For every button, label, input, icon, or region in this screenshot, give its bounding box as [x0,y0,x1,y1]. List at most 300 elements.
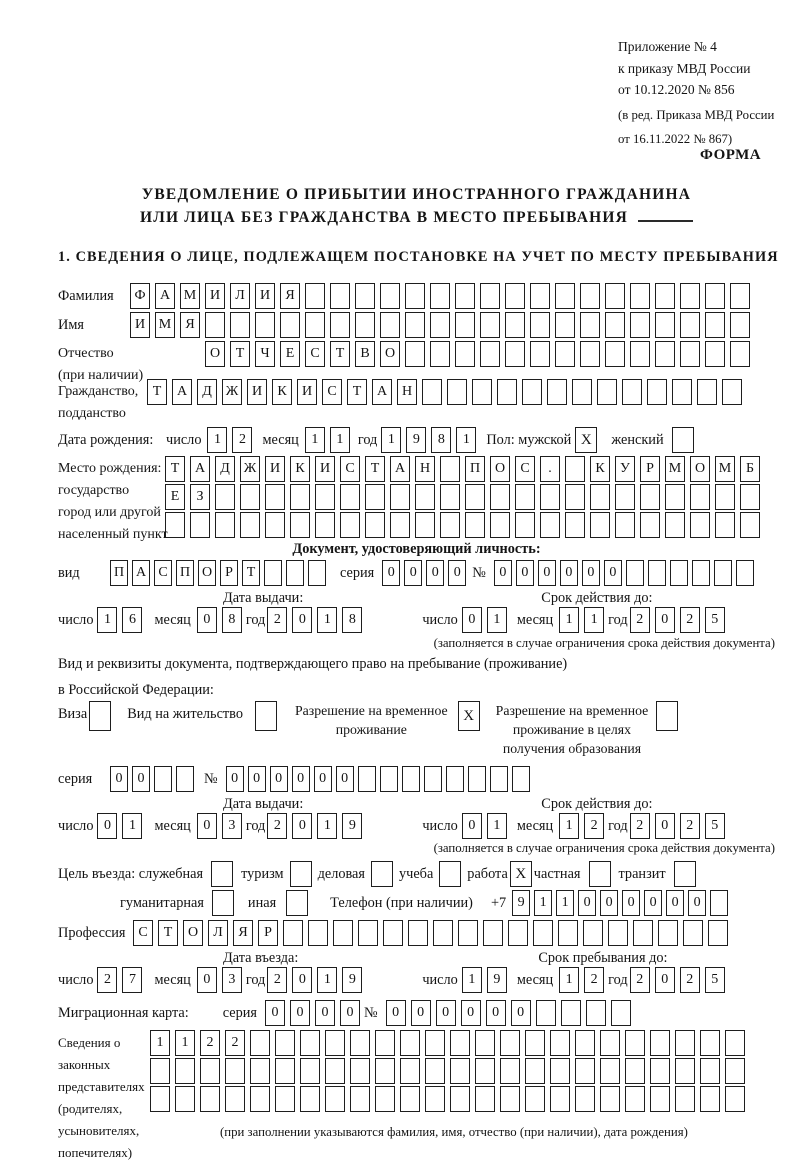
char-cell[interactable] [515,484,535,510]
purpose-transit-checkbox[interactable] [674,861,696,887]
char-cell[interactable] [383,920,403,946]
char-cell[interactable] [530,312,550,338]
char-cell[interactable]: Р [640,456,660,482]
char-cell[interactable]: 0 [386,1000,406,1026]
char-cell[interactable]: 1 [207,427,227,453]
char-cell[interactable]: 1 [584,607,604,633]
char-cell[interactable] [608,920,628,946]
char-cell[interactable]: 0 [604,560,622,586]
char-cell[interactable] [425,1030,445,1056]
char-cell[interactable] [605,283,625,309]
char-cell[interactable] [675,1030,695,1056]
char-cell[interactable]: 0 [270,766,288,792]
char-cell[interactable] [665,512,685,538]
char-cell[interactable] [680,341,700,367]
char-cell[interactable] [490,766,508,792]
char-cell[interactable]: 2 [267,607,287,633]
char-cell[interactable]: 2 [630,607,650,633]
char-cell[interactable]: Л [230,283,250,309]
purpose-study-checkbox[interactable] [439,861,461,887]
char-cell[interactable] [561,1000,581,1026]
char-cell[interactable] [450,1058,470,1084]
char-cell[interactable] [468,766,486,792]
char-cell[interactable]: Т [347,379,367,405]
char-cell[interactable] [558,920,578,946]
char-cell[interactable]: 0 [292,813,312,839]
char-cell[interactable] [580,283,600,309]
char-cell[interactable]: П [176,560,194,586]
char-cell[interactable]: 0 [448,560,466,586]
char-cell[interactable] [525,1086,545,1112]
char-cell[interactable]: И [255,283,275,309]
char-cell[interactable] [330,283,350,309]
char-cell[interactable]: 1 [175,1030,195,1056]
char-cell[interactable] [675,1086,695,1112]
char-cell[interactable] [530,341,550,367]
char-cell[interactable] [525,1058,545,1084]
char-cell[interactable] [700,1086,720,1112]
char-cell[interactable]: Т [330,341,350,367]
char-cell[interactable]: 3 [222,967,242,993]
char-cell[interactable] [355,312,375,338]
char-cell[interactable] [415,512,435,538]
char-cell[interactable] [600,1030,620,1056]
char-cell[interactable] [680,283,700,309]
char-cell[interactable] [655,283,675,309]
char-cell[interactable] [525,1030,545,1056]
char-cell[interactable] [390,512,410,538]
char-cell[interactable]: С [322,379,342,405]
purpose-work-checkbox[interactable]: X [510,861,532,887]
char-cell[interactable] [340,484,360,510]
char-cell[interactable] [200,1086,220,1112]
char-cell[interactable]: Т [147,379,167,405]
char-cell[interactable]: 0 [404,560,422,586]
char-cell[interactable] [583,920,603,946]
char-cell[interactable] [154,766,172,792]
char-cell[interactable] [358,766,376,792]
char-cell[interactable]: 2 [584,967,604,993]
char-cell[interactable] [275,1030,295,1056]
char-cell[interactable] [424,766,442,792]
char-cell[interactable] [225,1086,245,1112]
char-cell[interactable] [200,1058,220,1084]
char-cell[interactable]: 1 [317,813,337,839]
char-cell[interactable]: 0 [578,890,596,916]
female-checkbox[interactable] [672,427,694,453]
char-cell[interactable] [450,1030,470,1056]
char-cell[interactable]: 9 [406,427,426,453]
char-cell[interactable] [565,512,585,538]
char-cell[interactable] [690,484,710,510]
char-cell[interactable] [647,379,667,405]
char-cell[interactable] [680,312,700,338]
char-cell[interactable]: 0 [538,560,556,586]
char-cell[interactable]: 1 [317,607,337,633]
char-cell[interactable] [611,1000,631,1026]
char-cell[interactable] [580,341,600,367]
char-cell[interactable] [550,1030,570,1056]
char-cell[interactable] [626,560,644,586]
char-cell[interactable] [670,560,688,586]
visa-checkbox[interactable] [89,701,111,731]
char-cell[interactable]: . [540,456,560,482]
char-cell[interactable]: 0 [666,890,684,916]
char-cell[interactable] [500,1086,520,1112]
char-cell[interactable] [250,1058,270,1084]
char-cell[interactable] [575,1086,595,1112]
char-cell[interactable] [522,379,542,405]
char-cell[interactable]: 1 [330,427,350,453]
char-cell[interactable] [300,1030,320,1056]
char-cell[interactable] [300,1086,320,1112]
char-cell[interactable] [700,1058,720,1084]
char-cell[interactable]: 0 [197,967,217,993]
char-cell[interactable] [475,1086,495,1112]
char-cell[interactable]: Д [197,379,217,405]
char-cell[interactable]: Ж [240,456,260,482]
char-cell[interactable] [705,312,725,338]
char-cell[interactable]: 1 [559,813,579,839]
char-cell[interactable]: 1 [456,427,476,453]
char-cell[interactable]: 0 [655,813,675,839]
char-cell[interactable] [205,312,225,338]
char-cell[interactable]: А [132,560,150,586]
char-cell[interactable]: П [465,456,485,482]
char-cell[interactable]: С [340,456,360,482]
char-cell[interactable]: Б [740,456,760,482]
char-cell[interactable] [692,560,710,586]
char-cell[interactable] [714,560,732,586]
char-cell[interactable] [550,1058,570,1084]
char-cell[interactable] [605,341,625,367]
char-cell[interactable] [630,283,650,309]
char-cell[interactable] [586,1000,606,1026]
char-cell[interactable] [655,312,675,338]
char-cell[interactable]: 0 [644,890,662,916]
char-cell[interactable] [430,312,450,338]
char-cell[interactable]: 0 [462,607,482,633]
char-cell[interactable] [365,512,385,538]
char-cell[interactable]: Л [208,920,228,946]
char-cell[interactable] [215,484,235,510]
char-cell[interactable] [725,1086,745,1112]
char-cell[interactable] [430,341,450,367]
char-cell[interactable] [375,1058,395,1084]
char-cell[interactable]: А [190,456,210,482]
char-cell[interactable] [683,920,703,946]
char-cell[interactable]: С [154,560,172,586]
char-cell[interactable]: 0 [382,560,400,586]
char-cell[interactable]: И [130,312,150,338]
char-cell[interactable]: 0 [290,1000,310,1026]
char-cell[interactable]: 0 [197,813,217,839]
char-cell[interactable]: 0 [248,766,266,792]
char-cell[interactable] [400,1030,420,1056]
char-cell[interactable]: Т [158,920,178,946]
char-cell[interactable]: 0 [516,560,534,586]
char-cell[interactable]: Р [258,920,278,946]
char-cell[interactable]: 1 [487,813,507,839]
char-cell[interactable] [700,1030,720,1056]
char-cell[interactable] [286,560,304,586]
purpose-private-checkbox[interactable] [589,861,611,887]
char-cell[interactable] [300,1058,320,1084]
char-cell[interactable] [215,512,235,538]
char-cell[interactable]: 3 [222,813,242,839]
char-cell[interactable] [190,512,210,538]
char-cell[interactable] [355,283,375,309]
char-cell[interactable] [555,283,575,309]
char-cell[interactable]: М [665,456,685,482]
char-cell[interactable]: О [198,560,216,586]
char-cell[interactable]: 0 [97,813,117,839]
char-cell[interactable]: 0 [622,890,640,916]
temp-residence-checkbox[interactable]: X [458,701,480,731]
char-cell[interactable]: 5 [705,967,725,993]
char-cell[interactable] [455,283,475,309]
char-cell[interactable] [458,920,478,946]
char-cell[interactable] [150,1058,170,1084]
char-cell[interactable] [708,920,728,946]
char-cell[interactable]: З [190,484,210,510]
char-cell[interactable]: С [133,920,153,946]
char-cell[interactable]: О [690,456,710,482]
char-cell[interactable] [736,560,754,586]
char-cell[interactable]: 0 [197,607,217,633]
char-cell[interactable]: 2 [584,813,604,839]
char-cell[interactable]: 0 [462,813,482,839]
char-cell[interactable]: И [265,456,285,482]
char-cell[interactable]: 0 [600,890,618,916]
char-cell[interactable] [575,1058,595,1084]
char-cell[interactable] [265,512,285,538]
purpose-official-checkbox[interactable] [211,861,233,887]
char-cell[interactable]: 0 [436,1000,456,1026]
char-cell[interactable] [465,484,485,510]
char-cell[interactable]: Н [415,456,435,482]
char-cell[interactable] [508,920,528,946]
char-cell[interactable] [175,1086,195,1112]
char-cell[interactable] [590,512,610,538]
char-cell[interactable] [600,1086,620,1112]
char-cell[interactable]: 1 [97,607,117,633]
char-cell[interactable]: 0 [426,560,444,586]
char-cell[interactable]: 0 [486,1000,506,1026]
char-cell[interactable]: Я [280,283,300,309]
char-cell[interactable]: 2 [680,607,700,633]
char-cell[interactable] [447,379,467,405]
char-cell[interactable] [305,312,325,338]
char-cell[interactable]: 2 [630,967,650,993]
purpose-business-checkbox[interactable] [371,861,393,887]
char-cell[interactable] [465,512,485,538]
char-cell[interactable]: 6 [122,607,142,633]
char-cell[interactable]: О [380,341,400,367]
char-cell[interactable] [325,1086,345,1112]
char-cell[interactable]: 0 [292,607,312,633]
char-cell[interactable]: С [305,341,325,367]
char-cell[interactable]: 0 [292,967,312,993]
char-cell[interactable]: 9 [342,967,362,993]
char-cell[interactable] [275,1086,295,1112]
char-cell[interactable] [740,512,760,538]
char-cell[interactable] [455,341,475,367]
char-cell[interactable] [165,512,185,538]
char-cell[interactable] [650,1058,670,1084]
char-cell[interactable] [640,484,660,510]
char-cell[interactable] [402,766,420,792]
char-cell[interactable]: К [590,456,610,482]
purpose-tourism-checkbox[interactable] [290,861,312,887]
char-cell[interactable]: 0 [655,967,675,993]
purpose-other-checkbox[interactable] [286,890,308,916]
char-cell[interactable] [275,1058,295,1084]
char-cell[interactable]: 0 [655,607,675,633]
char-cell[interactable] [380,283,400,309]
char-cell[interactable] [650,1086,670,1112]
char-cell[interactable]: Т [365,456,385,482]
char-cell[interactable]: 2 [680,967,700,993]
char-cell[interactable] [697,379,717,405]
char-cell[interactable]: М [180,283,200,309]
char-cell[interactable]: 5 [705,813,725,839]
char-cell[interactable] [350,1086,370,1112]
char-cell[interactable]: 2 [232,427,252,453]
char-cell[interactable]: 1 [150,1030,170,1056]
char-cell[interactable] [625,1058,645,1084]
char-cell[interactable]: О [490,456,510,482]
char-cell[interactable]: 0 [132,766,150,792]
char-cell[interactable] [480,341,500,367]
char-cell[interactable]: А [172,379,192,405]
char-cell[interactable] [380,312,400,338]
char-cell[interactable] [308,560,326,586]
char-cell[interactable] [315,512,335,538]
char-cell[interactable] [715,484,735,510]
char-cell[interactable] [350,1058,370,1084]
char-cell[interactable] [597,379,617,405]
char-cell[interactable] [665,484,685,510]
char-cell[interactable]: И [247,379,267,405]
char-cell[interactable] [225,1058,245,1084]
char-cell[interactable] [333,920,353,946]
char-cell[interactable] [633,920,653,946]
char-cell[interactable] [615,512,635,538]
char-cell[interactable] [375,1030,395,1056]
char-cell[interactable]: П [110,560,128,586]
temp-residence-edu-checkbox[interactable] [656,701,678,731]
char-cell[interactable] [648,560,666,586]
char-cell[interactable] [475,1030,495,1056]
char-cell[interactable] [308,920,328,946]
char-cell[interactable] [690,512,710,538]
char-cell[interactable]: М [715,456,735,482]
char-cell[interactable]: 1 [462,967,482,993]
char-cell[interactable] [325,1058,345,1084]
char-cell[interactable] [433,920,453,946]
char-cell[interactable]: А [155,283,175,309]
char-cell[interactable]: И [315,456,335,482]
char-cell[interactable] [415,484,435,510]
char-cell[interactable]: О [183,920,203,946]
char-cell[interactable]: Н [397,379,417,405]
char-cell[interactable] [400,1058,420,1084]
char-cell[interactable] [705,283,725,309]
char-cell[interactable] [265,484,285,510]
char-cell[interactable] [408,920,428,946]
char-cell[interactable]: 2 [630,813,650,839]
char-cell[interactable] [330,312,350,338]
char-cell[interactable]: Ф [130,283,150,309]
char-cell[interactable]: 0 [315,1000,335,1026]
char-cell[interactable]: Я [233,920,253,946]
char-cell[interactable]: 2 [267,813,287,839]
char-cell[interactable] [455,312,475,338]
char-cell[interactable]: 8 [342,607,362,633]
male-checkbox[interactable]: X [575,427,597,453]
char-cell[interactable] [555,312,575,338]
char-cell[interactable] [340,512,360,538]
char-cell[interactable]: 0 [110,766,128,792]
char-cell[interactable] [255,312,275,338]
char-cell[interactable]: 2 [680,813,700,839]
char-cell[interactable] [512,766,530,792]
char-cell[interactable]: К [272,379,292,405]
char-cell[interactable] [650,1030,670,1056]
char-cell[interactable]: 9 [487,967,507,993]
char-cell[interactable] [640,512,660,538]
char-cell[interactable] [176,766,194,792]
char-cell[interactable] [425,1086,445,1112]
char-cell[interactable] [530,283,550,309]
char-cell[interactable]: 0 [411,1000,431,1026]
char-cell[interactable]: 1 [317,967,337,993]
char-cell[interactable]: С [515,456,535,482]
char-cell[interactable] [658,920,678,946]
char-cell[interactable]: Ч [255,341,275,367]
char-cell[interactable] [497,379,517,405]
char-cell[interactable] [580,312,600,338]
residence-permit-checkbox[interactable] [255,701,277,731]
char-cell[interactable] [536,1000,556,1026]
char-cell[interactable] [605,312,625,338]
char-cell[interactable]: 1 [305,427,325,453]
char-cell[interactable] [550,1086,570,1112]
char-cell[interactable]: М [155,312,175,338]
char-cell[interactable] [440,484,460,510]
char-cell[interactable] [480,283,500,309]
char-cell[interactable] [250,1086,270,1112]
char-cell[interactable] [405,283,425,309]
char-cell[interactable] [715,512,735,538]
char-cell[interactable] [625,1086,645,1112]
char-cell[interactable] [725,1058,745,1084]
char-cell[interactable]: 0 [582,560,600,586]
char-cell[interactable] [483,920,503,946]
char-cell[interactable] [240,484,260,510]
char-cell[interactable] [446,766,464,792]
char-cell[interactable]: В [355,341,375,367]
char-cell[interactable]: Т [165,456,185,482]
char-cell[interactable] [390,484,410,510]
char-cell[interactable]: 2 [225,1030,245,1056]
char-cell[interactable] [350,1030,370,1056]
char-cell[interactable] [675,1058,695,1084]
char-cell[interactable]: 9 [342,813,362,839]
char-cell[interactable]: 0 [336,766,354,792]
char-cell[interactable]: Д [215,456,235,482]
